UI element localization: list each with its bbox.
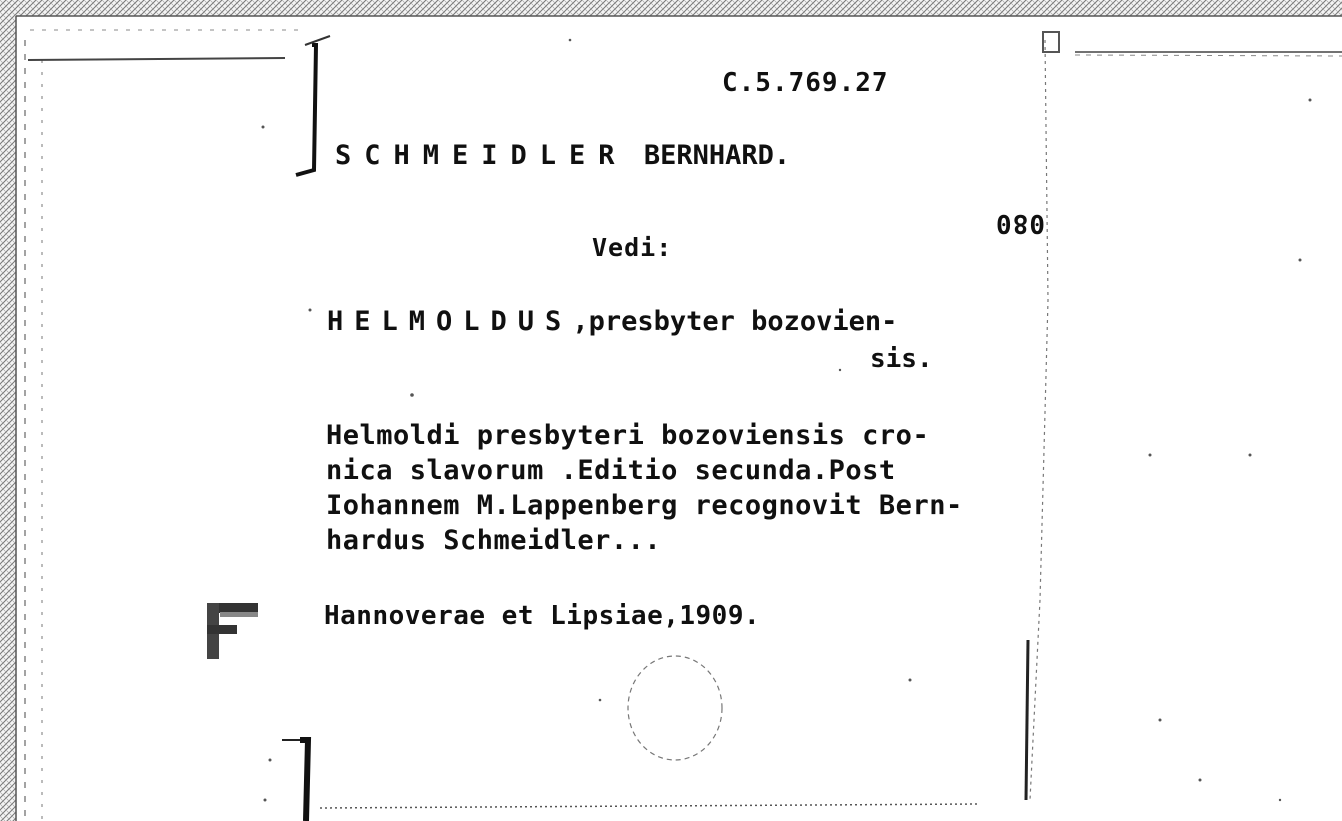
punch-hole bbox=[628, 656, 722, 760]
card-bracket-bottom bbox=[300, 740, 308, 821]
side-number: 080 bbox=[995, 208, 1045, 238]
author-forename: BERNHARD. bbox=[643, 140, 791, 171]
title-line: nica slavorum .Editio secunda.Post bbox=[326, 455, 896, 486]
title-line: hardus Schmeidler... bbox=[326, 525, 662, 556]
author-surname: SCHMEIDLER bbox=[335, 140, 628, 171]
see-reference bbox=[327, 308, 897, 335]
author-heading bbox=[335, 142, 790, 169]
see-author-epithet: ,presbyter bozovien- bbox=[572, 306, 898, 337]
shelfmark: C.5.769.27 bbox=[722, 68, 889, 98]
left-edge-texture bbox=[0, 0, 16, 821]
title-line: Helmoldi presbyteri bozoviensis cro- bbox=[326, 420, 930, 451]
stamp-mark bbox=[207, 603, 258, 659]
see-author-epithet-continued: sis. bbox=[870, 344, 933, 374]
title-line: Iohannem M.Lappenberg recognovit Bern- bbox=[326, 490, 963, 521]
imprint: Hannoverae et Lipsiae,1909. bbox=[324, 601, 761, 631]
see-author-name: HELMOLDUS bbox=[327, 306, 573, 337]
top-edge-texture bbox=[0, 0, 1342, 16]
card-bracket-top bbox=[296, 45, 316, 175]
title-description bbox=[326, 418, 963, 558]
see-label: Vedi: bbox=[592, 233, 673, 262]
card-right-edge bbox=[1030, 40, 1048, 800]
